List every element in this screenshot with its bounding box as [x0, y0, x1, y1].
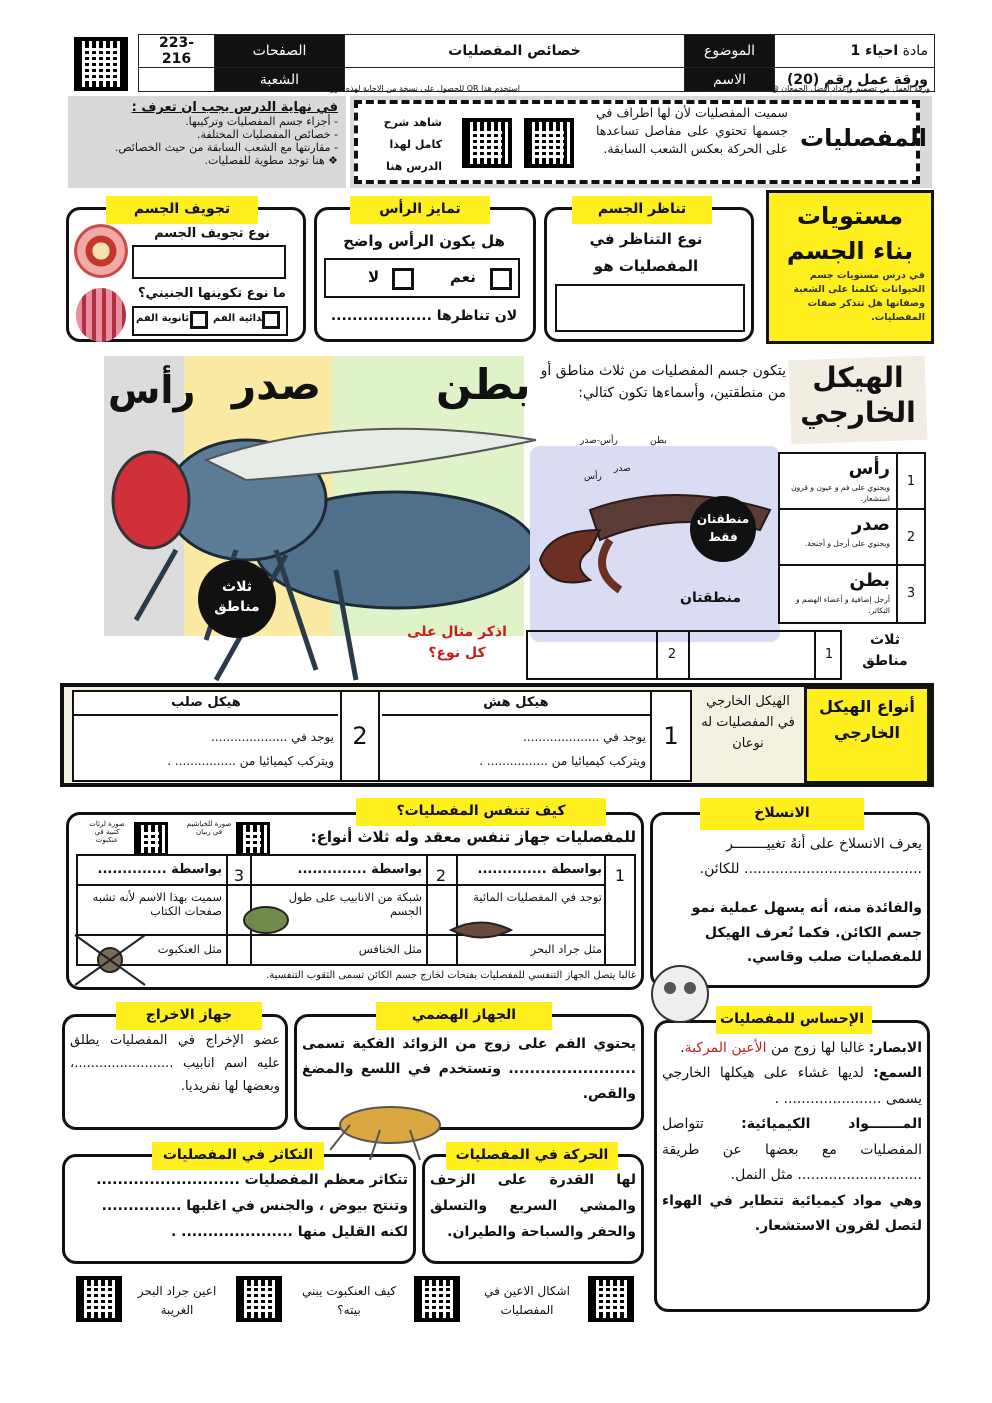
resp-example: مثل العنكبوت: [157, 942, 222, 956]
region-num: 3: [906, 586, 916, 601]
lobster-claw: [540, 530, 600, 583]
senses-text: الابصار: غالبا لها زوج من الأعين المركبة. السمع: لديها غشاء على هيكلها الخارجي يسمى ...................... . المـــــــواد الكيميائية: تتواصل المفصليات مع بعضها عن طريقة ............................ مثل النمل. وهي مواد كيميائية تتطاير في الهواء لتصل لقرون الاستشعار.: [662, 1040, 922, 1235]
molting-text-2: والفائدة منه، أنه يسهل عملية نمو جسم الكائن. فكما نُعرف الهيكل للمفصليات صلب وقاسي.: [691, 900, 922, 965]
no-label: لا: [368, 268, 380, 286]
crayfish-icon: [446, 910, 516, 950]
digestion-text: يحتوي الفم على زوج من الزوائد الفكية تسمى ........................ وتستخدم في اللسع والمضغ والقص.: [302, 1036, 636, 1103]
respiration-example-line: [78, 934, 606, 936]
reproduction-text: [70, 1168, 408, 1246]
molting-text-1: يعرف الانسلاخ على أنهُ تغييــــــــر ........................................ للكائن.: [699, 836, 922, 877]
objective-item: - مقارنتها مع الشعب السابقة من حيث الخصائص.: [114, 141, 338, 154]
senses-tag: الإحساس للمفصليات: [716, 1006, 872, 1034]
qr-spider-web-caption: كيف العنكبوت يبني بيته؟: [301, 1284, 397, 1318]
head-question: هل يكون الرأس واضح: [343, 232, 505, 250]
reproduction-line: وتنتج بيوض ، والجنس في اغلبها ...............: [101, 1197, 408, 1214]
region-name: بطن: [849, 570, 890, 591]
qr-code-lesson[interactable]: [524, 118, 574, 168]
resp-via: بواسطة ..............: [97, 862, 222, 877]
objective-item: - أجزاء جسم المفصليات وتركيبها.: [185, 115, 338, 128]
chemicals-label: المـــــــواد الكيميائية:: [741, 1116, 922, 1133]
hearing-label: السمع:: [873, 1065, 922, 1082]
resp-desc: توجد في المفصليات المائية: [473, 890, 602, 904]
lobster-label-head: رأس: [584, 472, 602, 482]
cavity-q1: نوع تجويف الجسم: [154, 226, 270, 241]
deuterostome-checkbox[interactable]: [190, 311, 208, 329]
chemicals-text-2: وهي مواد كيميائية تتطاير في الهواء لتصل لقرون الاستشعار.: [662, 1192, 922, 1235]
qr-gills[interactable]: [236, 822, 270, 856]
types-title: أنواع الهيكل الخارجي: [819, 697, 915, 742]
resp-example: مثل جراد البحر: [530, 942, 602, 956]
digestion-tag: الجهاز الهضمي: [376, 1002, 552, 1030]
fragile-exo-line1: يوجد في ....................: [523, 730, 646, 744]
qr-note: استخدم هذا QR للحصول على نسخة من الاجابة لهذه الورقة: [322, 84, 520, 93]
resp-via: بواسطة ..............: [477, 862, 602, 877]
excretion-text: عضو الإخراج في المفصليات يطلق عليه اسم انابيب ........................، وبعضها لها نفريديا.: [70, 1033, 280, 1094]
movement-text: لها القدرة على الزحف والمشي السريع والتسلق والحفر والسباحة والطيران.: [430, 1172, 636, 1240]
qr-spider-web[interactable]: [236, 1276, 282, 1322]
name-label: الاسم: [685, 68, 775, 92]
lobster-label-thorax: صدر: [614, 464, 631, 474]
hard-exo-line1: يوجد في ....................: [211, 730, 334, 744]
qr-book-lungs-caption: صورة لرئات كتبية في عنكبوت: [89, 820, 125, 844]
yes-label: نعم: [450, 268, 476, 286]
movement-tag: الحركة في المفصليات: [446, 1142, 618, 1170]
symmetry-tag: تناظر الجسم: [572, 196, 712, 224]
objectives-box: [68, 96, 346, 188]
region-answer-num: 1: [814, 632, 842, 678]
cavity-q2: ما نوع تكوينها الجنيني؟: [138, 286, 286, 301]
objectives-title: في نهاية الدرس يجب ان تعرف :: [131, 100, 338, 115]
watch-text: شاهد شرح كامل لهذا الدرس هنا: [383, 116, 442, 173]
exo-title: الهيكل الخارجي: [800, 361, 916, 429]
insect-icon: [330, 1090, 450, 1160]
head-label: رأس: [108, 368, 196, 412]
qr-gills-caption: صورة للخياشيم في ربيان: [186, 820, 232, 836]
no-checkbox[interactable]: [392, 268, 414, 290]
yes-checkbox[interactable]: [490, 268, 512, 290]
reproduction-tag: التكاثر في المفصليات: [152, 1142, 324, 1170]
qr-lobster-eyes-caption: اعين جراد البحر الغريبة: [137, 1284, 217, 1318]
two-regions-label: منطقتان: [680, 590, 742, 606]
exo-text: يتكون جسم المفصليات من ثلاث مناطق أو من منطقتين، وأسماءها تكون كتالي:: [540, 363, 786, 402]
symmetry-answer-field[interactable]: [555, 284, 745, 332]
intro-text: سميت المفصليات لأن لها اطراف في جسمها تحتوي على مفاصل تساعدها على الحركة بعكس الشعب السابقة.: [596, 105, 788, 157]
molting-tag: الانسلاخ: [700, 798, 864, 830]
region-answer-num: 2: [656, 632, 686, 678]
chemicals-text: تتواصل المفصليات مع بعضها عن طريقة ............................ مثل النمل.: [662, 1116, 922, 1184]
qr-eye-shapes-caption: اشكال الاعين في المفصليات: [484, 1284, 570, 1318]
qr-lobster-eyes[interactable]: [76, 1276, 122, 1322]
topic-value: خصائص المفصليات: [345, 35, 685, 68]
levels-box: [766, 190, 934, 344]
intro-title: المفصليات: [800, 124, 927, 152]
two-regions-only-badge: منطقتان فقط: [690, 496, 756, 562]
region-num: 1: [906, 474, 916, 489]
qr-code-answers[interactable]: [74, 37, 128, 91]
topic-label: الموضوع: [685, 35, 775, 68]
respiration-lead: للمفصليات جهاز تنفس معقد وله ثلاث أنواع:: [310, 828, 636, 846]
fragile-exo-header: هيكل هش: [382, 692, 650, 716]
region-name: صدر: [851, 514, 890, 535]
cavity-cross-section-image: [74, 224, 128, 278]
resp-num: 3: [233, 866, 245, 885]
region-desc: ويحتوي على فم و عيون و قرون استشعار.: [791, 483, 890, 504]
qr-extra[interactable]: [588, 1276, 634, 1322]
compound-eyes-text: الأعين المركبة: [684, 1040, 767, 1056]
vision-label: الابصار:: [868, 1040, 922, 1056]
head-tag: تمايز الرأس: [350, 196, 490, 224]
subject-value: احياء 1: [850, 43, 899, 59]
symmetry-question: نوع التناظر في المفصليات هو: [589, 230, 703, 275]
region-answer-field-2[interactable]: [528, 632, 654, 678]
fly-wing: [206, 429, 536, 480]
subject-cell: [775, 35, 935, 68]
reproduction-line: تتكاثر معظم المفصليات ...........................: [96, 1172, 408, 1188]
qr-code-lesson-2[interactable]: [462, 118, 512, 168]
region-desc: ويحتوي على أرجل و أجنحة.: [804, 539, 890, 548]
resp-via: بواسطة ..............: [297, 862, 422, 877]
respiration-header-line: [78, 884, 606, 886]
resp-desc: سميت بهذا الاسم لأنه تشبه صفحات الكتاب: [92, 890, 222, 918]
objective-item: - خصائص المفصليات المختلفة.: [196, 128, 338, 141]
thorax-label: صدر: [232, 360, 322, 409]
example-prompt: اذكر مثال على كل نوع؟: [407, 624, 507, 661]
lobster-claw-2: [602, 540, 620, 590]
region-desc: أرجل إضافية و أعضاء الهضم و التكاثر.: [796, 595, 890, 616]
lobster-label-cephalothorax: رأس-صدر: [580, 436, 618, 446]
section-label: الشعبة: [215, 68, 345, 92]
types-num-cell: 2: [340, 692, 380, 780]
resp-desc: شبكة من الانابيب على طول الجسم: [288, 890, 422, 918]
hard-exo-line2: ويتركب كيميائيا من ................ .: [167, 754, 334, 768]
deuterostome-label: ثانوية الفم: [136, 313, 190, 324]
levels-text: في درس مستويات جسم الحيوانات تكلمنا على الشعبة وصفاتها هل تتذكر صفات المفصليات.: [793, 269, 925, 324]
subject-label: مادة: [902, 43, 928, 59]
three-regions-label: ثلاث مناطق: [862, 632, 908, 669]
reproduction-line: لكنه القليل منها ..................... .: [170, 1223, 408, 1240]
embryo-image: [76, 288, 126, 342]
fragile-exo-line2: ويتركب كيميائيا من ................ .: [479, 754, 646, 768]
credit-text: ورقة العمل من تصميم وإعداد أفضل الجمعان @FaisalTheTeacher: [702, 84, 930, 93]
excretion-tag: جهاز الاخراج: [116, 1002, 262, 1030]
objectives-note: ❖ هنا توجد مطوية للفصليات.: [204, 154, 338, 167]
hearing-text: لديها غشاء على هيكلها الخارجي يسمى ...................... .: [662, 1065, 922, 1107]
types-num-cell: 1: [650, 692, 690, 780]
region-num: 2: [906, 530, 916, 545]
qr-eye-shapes[interactable]: [414, 1276, 460, 1322]
abdomen-label: بطن: [436, 360, 531, 409]
qr-book-lungs[interactable]: [134, 822, 168, 856]
cavity-answer-field[interactable]: [132, 245, 286, 279]
spider-icon: [70, 920, 150, 1000]
beetle-icon: [236, 900, 296, 940]
lobster-label-abdomen: بطن: [650, 436, 667, 446]
hard-exo-header: هيكل صلب: [74, 692, 338, 716]
region-answer-field-1[interactable]: [688, 632, 814, 678]
three-regions-badge: ثلاث مناطق: [198, 560, 276, 638]
respiration-tag: كيف تتنفس المفصليات؟: [356, 798, 606, 826]
compound-eye-icon: [648, 962, 712, 1026]
resp-example: مثل الخنافس: [358, 942, 422, 956]
pages-label: الصفحات: [215, 35, 345, 68]
resp-footer: غالبا يتصل الجهاز التنفسي للمفصليات بفتحات لخارج جسم الكائن تسمى الثقوب التنفسية.: [266, 970, 636, 981]
head-because: لان تناظرها ...................: [330, 308, 518, 324]
resp-num: 1: [614, 866, 626, 885]
fly-eye: [113, 452, 189, 548]
protostome-label: بدائية الفم: [213, 313, 266, 324]
region-name: رأس: [848, 458, 890, 479]
levels-title: مستويات بناء الجسم: [786, 202, 914, 265]
cavity-tag: تجويف الجسم: [106, 196, 258, 224]
types-lead: الهيكل الخارجي في المفصليات له نوعان: [701, 694, 795, 751]
vision-text: غالبا لها زوج من: [766, 1040, 869, 1056]
pages-value: 223-216: [139, 35, 215, 68]
resp-num: 2: [435, 866, 447, 885]
worksheet-number: ورقة عمل رقم (20): [775, 68, 935, 92]
